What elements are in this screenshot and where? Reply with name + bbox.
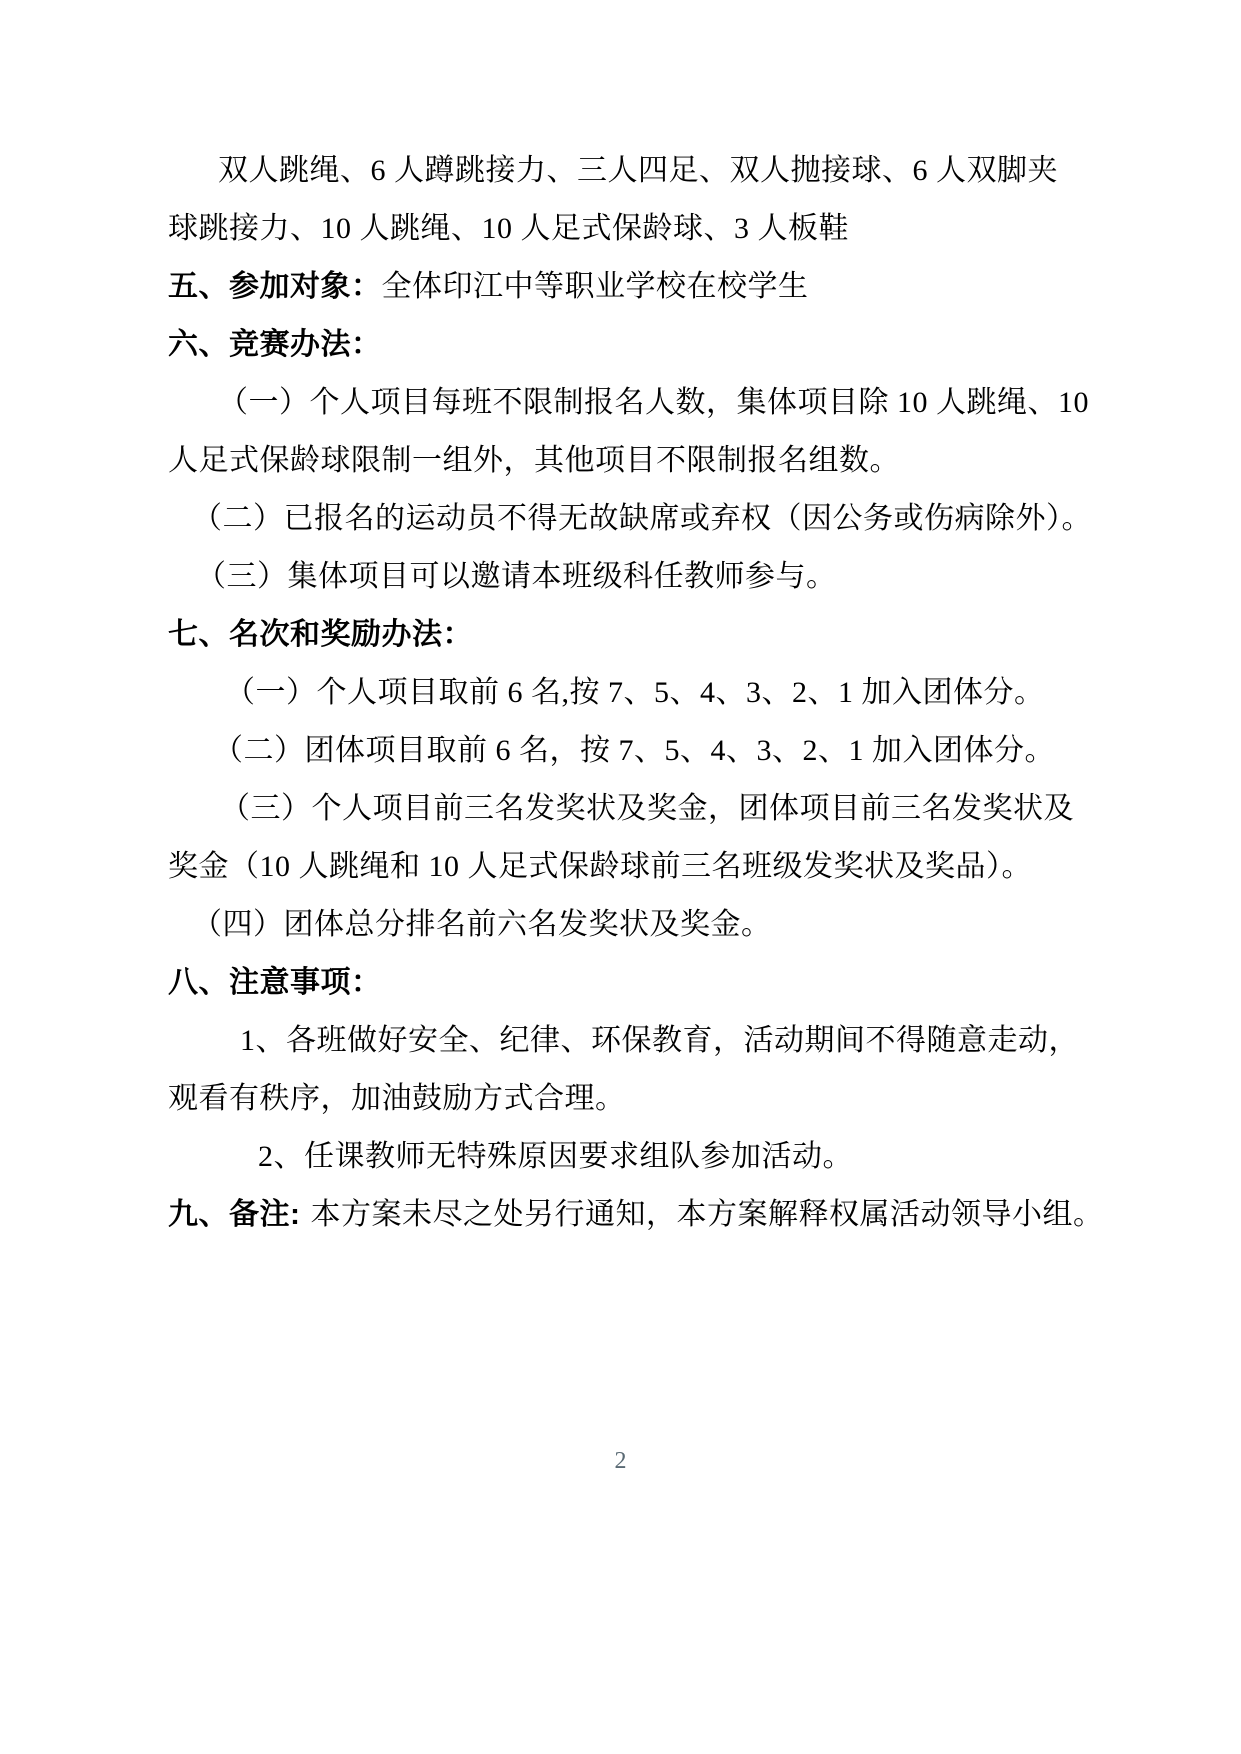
body-text: （二）已报名的运动员不得无故缺席或弃权（因公务或伤病除外）。 xyxy=(192,502,1092,535)
body-text: （三）个人项目前三名发奖状及奖金，团体项目前三名发奖状及 xyxy=(220,792,1074,825)
body-text: 1、各班做好安全、纪律、环保教育，活动期间不得随意走动， xyxy=(240,1024,1079,1057)
body-text: （一）个人项目每班不限制报名人数，集体项目除 10 人跳绳、10 xyxy=(218,386,1089,419)
body-text: 奖金（10 人跳绳和 10 人足式保龄球前三名班级发奖状及奖品）。 xyxy=(168,850,1032,883)
events-paragraph-line xyxy=(168,196,1078,254)
section9-text: 本方案未尽之处另行通知，本方案解释权属活动领导小组。 xyxy=(310,1198,1104,1231)
page-number: 2 xyxy=(614,1448,627,1474)
section8-item1-line xyxy=(168,1066,1078,1124)
section8-heading xyxy=(168,950,1078,1008)
section5-heading xyxy=(168,254,1078,312)
section5-label: 五、参加对象： xyxy=(168,270,382,303)
section8-label: 八、注意事项： xyxy=(168,966,382,999)
section9-label: 九、备注: xyxy=(168,1198,301,1231)
section6-label: 六、竞赛办法： xyxy=(168,328,382,361)
section7-item2-line xyxy=(168,718,1078,776)
section7-item1-line xyxy=(168,660,1078,718)
events-paragraph-line xyxy=(168,138,1078,196)
body-text: 球跳接力、10 人跳绳、10 人足式保龄球、3 人板鞋 xyxy=(168,212,849,245)
body-text: 双人跳绳、6 人蹲跳接力、三人四足、双人抛接球、6 人双脚夹 xyxy=(218,154,1058,187)
body-text: （二）团体项目取前 6 名，按 7、5、4、3、2、1 加入团体分。 xyxy=(213,734,1055,767)
body-text: 2、任课教师无特殊原因要求组队参加活动。 xyxy=(258,1140,853,1173)
section6-item1-line xyxy=(168,370,1089,428)
body-text: （四）团体总分排名前六名发奖状及奖金。 xyxy=(192,908,772,941)
section7-item3-line xyxy=(168,834,1078,892)
section5-text: 全体印江中等职业学校在校学生 xyxy=(381,270,809,303)
section9-heading xyxy=(168,1182,1104,1240)
section6-item1-line xyxy=(168,428,1078,486)
section8-item2-line xyxy=(168,1124,1078,1182)
section7-heading xyxy=(168,602,1078,660)
section7-item3-line xyxy=(168,776,1078,834)
body-text: （一）个人项目取前 6 名,按 7、5、4、3、2、1 加入团体分。 xyxy=(225,676,1045,709)
section7-label: 七、名次和奖励办法： xyxy=(168,618,473,651)
body-text: 人足式保龄球限制一组外，其他项目不限制报名组数。 xyxy=(168,444,900,477)
body-text: 观看有秩序，加油鼓励方式合理。 xyxy=(168,1082,626,1115)
section7-item4-line xyxy=(168,892,1078,950)
section6-item2-line xyxy=(168,486,1092,544)
section6-item3-line xyxy=(168,544,1078,602)
document-body xyxy=(168,138,1104,1240)
section6-heading xyxy=(168,312,1078,370)
section8-item1-line xyxy=(168,1008,1078,1066)
body-text: （三）集体项目可以邀请本班级科任教师参与。 xyxy=(196,560,837,593)
